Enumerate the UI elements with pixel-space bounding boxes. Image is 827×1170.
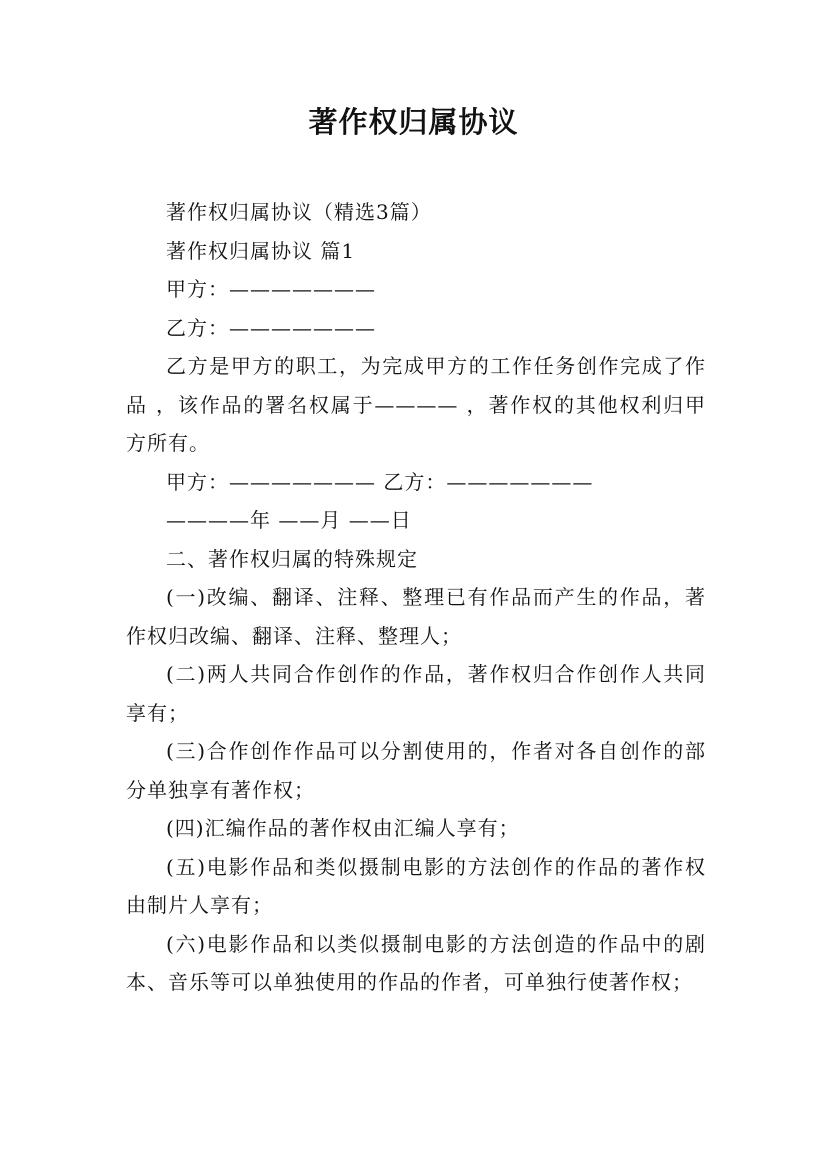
paragraph-party-b: 乙方：———————	[166, 315, 376, 340]
document-body	[126, 193, 706, 1002]
paragraph-rule-5: (五)电影作品和类似摄制电影的方法创作的作品的著作权由制片人享有；	[126, 854, 706, 917]
paragraph-date: ————年 ——月 ——日	[166, 508, 412, 532]
paragraph-agreement-clause: 乙方是甲方的职工，为完成甲方的工作任务创作完成了作品 ，该作品的署名权属于———— ，著作权的其他权利归甲方所有。	[126, 354, 706, 455]
paragraph-section-heading: 著作权归属协议 篇1	[166, 238, 356, 263]
paragraph-rule-4: (四)汇编作品的著作权由汇编人享有；	[166, 816, 520, 840]
paragraph-signatures: 甲方：——————— 乙方：———————	[166, 469, 594, 494]
paragraph-party-a: 甲方：———————	[166, 277, 376, 301]
paragraph-special-rules-heading: 二、著作权归属的特殊规定	[166, 546, 418, 571]
paragraph-rule-3: (三)合作创作作品可以分割使用的，作者对各自创作的部分单独享有著作权；	[126, 739, 706, 802]
paragraph-rule-6: (六)电影作品和以类似摄制电影的方法创造的作品中的剧本、音乐等可以单独使用的作品的作者，可单独行使著作权；	[126, 931, 706, 994]
document-title: 著作权归属协议	[308, 105, 519, 139]
paragraph-rule-1: (一)改编、翻译、注释、整理已有作品而产生的作品，著作权归改编、翻译、注释、整理人；	[126, 585, 706, 648]
paragraph-rule-2: (二)两人共同合作创作的作品，著作权归合作创作人共同享有；	[126, 662, 706, 725]
paragraph-subtitle: 著作权归属协议（精选3篇）	[166, 200, 432, 224]
